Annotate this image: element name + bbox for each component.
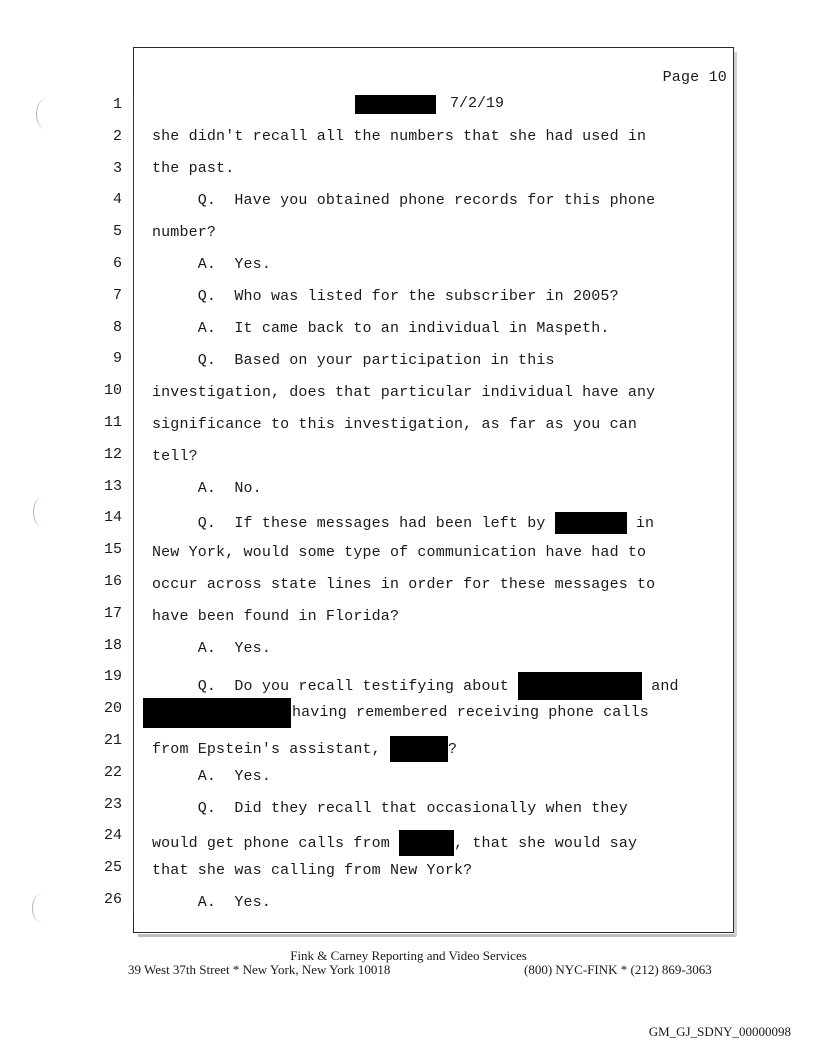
transcript-line-4: Q. Have you obtained phone records for this phone (152, 192, 656, 209)
line-number: 24 (103, 827, 122, 845)
line-number: 6 (112, 255, 122, 272)
line-14-after: in (626, 514, 655, 532)
transcript-line-21 (152, 736, 457, 762)
line-number: 25 (103, 859, 122, 877)
transcript-line-20: having remembered receiving phone calls (292, 704, 649, 721)
line-number: 16 (103, 573, 122, 590)
line-number: 11 (103, 414, 122, 431)
line-number: 1 (112, 96, 122, 113)
redaction-box (390, 736, 448, 762)
line-number: 19 (103, 668, 122, 686)
redaction-box (518, 672, 642, 700)
transcript-line-26: A. Yes. (152, 894, 271, 911)
line-19-after: and (642, 677, 679, 695)
line-number-divider (133, 92, 134, 916)
line-number: 18 (103, 636, 122, 654)
frame-shadow-right (734, 52, 737, 936)
redaction-box (143, 698, 291, 728)
transcript-line-8: A. It came back to an individual in Maspeth. (152, 320, 610, 337)
line-14-before: Q. If these messages had been left by (152, 514, 555, 532)
transcript-line-16: occur across state lines in order for these messages to (152, 576, 656, 593)
header-date: 7/2/19 (450, 95, 505, 112)
transcript-line-24 (152, 830, 637, 856)
line-number: 7 (112, 286, 122, 304)
transcript-line-6: A. Yes. (152, 256, 271, 273)
bates-number: GM_GJ_SDNY_00000098 (648, 1024, 791, 1039)
line-21-before: from Epstein's assistant, (152, 740, 390, 758)
line-number: 12 (103, 445, 122, 463)
transcript-line-19 (152, 672, 679, 700)
line-number: 21 (103, 732, 122, 749)
line-number: 22 (103, 763, 122, 781)
line-number: 3 (112, 159, 122, 177)
transcript-line-9: Q. Based on your participation in this (152, 352, 555, 369)
footer-phone: (800) NYC-FINK * (212) 869-3063 (524, 962, 712, 977)
transcript-line-3: the past. (152, 160, 235, 177)
transcript-line-17: have been found in Florida? (152, 608, 400, 625)
line-number: 10 (103, 382, 122, 400)
line-number: 15 (103, 541, 122, 559)
transcript-line-11: significance to this investigation, as far as you can (152, 416, 638, 433)
footer-company: Fink & Carney Reporting and Video Services (290, 948, 527, 963)
line-number: 5 (112, 223, 122, 241)
transcript-line-14 (152, 512, 654, 534)
line-number: 26 (103, 891, 122, 908)
transcript-line-10: investigation, does that particular individual have any (152, 384, 656, 401)
footer-address: 39 West 37th Street * New York, New York 10018 (128, 962, 391, 977)
redaction-box (555, 512, 627, 534)
line-number: 2 (112, 127, 122, 145)
transcript-line-22: A. Yes. (152, 768, 271, 785)
transcript-line-18: A. Yes. (152, 640, 271, 657)
transcript-line-23: Q. Did they recall that occasionally when they (152, 800, 628, 817)
transcript-line-12: tell? (152, 448, 198, 465)
transcript-line-15: New York, would some type of communication have had to (152, 544, 647, 561)
line-number: 8 (112, 318, 122, 336)
redaction-box (399, 830, 454, 856)
transcript-line-7: Q. Who was listed for the subscriber in 2005? (152, 288, 619, 305)
line-21-after: ? (447, 740, 458, 758)
punch-hole-mark (32, 893, 51, 923)
page-number-label: Page 10 (662, 69, 727, 86)
transcript-line-5: number? (152, 224, 217, 241)
transcript-line-25: that she was calling from New York? (152, 862, 473, 879)
frame-shadow-bottom (138, 934, 736, 937)
redaction-box (355, 95, 436, 114)
line-number: 9 (112, 350, 122, 368)
line-number: 4 (112, 191, 122, 209)
line-19-before: Q. Do you recall testifying about (152, 677, 519, 695)
line-number: 17 (103, 604, 122, 622)
line-number: 20 (103, 700, 122, 718)
line-24-before: would get phone calls from (152, 834, 400, 852)
punch-hole-mark (33, 497, 52, 527)
transcript-line-2: she didn't recall all the numbers that she had used in (152, 128, 647, 145)
line-number: 13 (103, 477, 122, 495)
line-24-after: , that she would say (454, 834, 638, 852)
transcript-line-13: A. No. (152, 480, 262, 497)
line-number: 14 (103, 509, 122, 527)
punch-hole-mark (36, 99, 55, 129)
line-number: 23 (103, 795, 122, 813)
